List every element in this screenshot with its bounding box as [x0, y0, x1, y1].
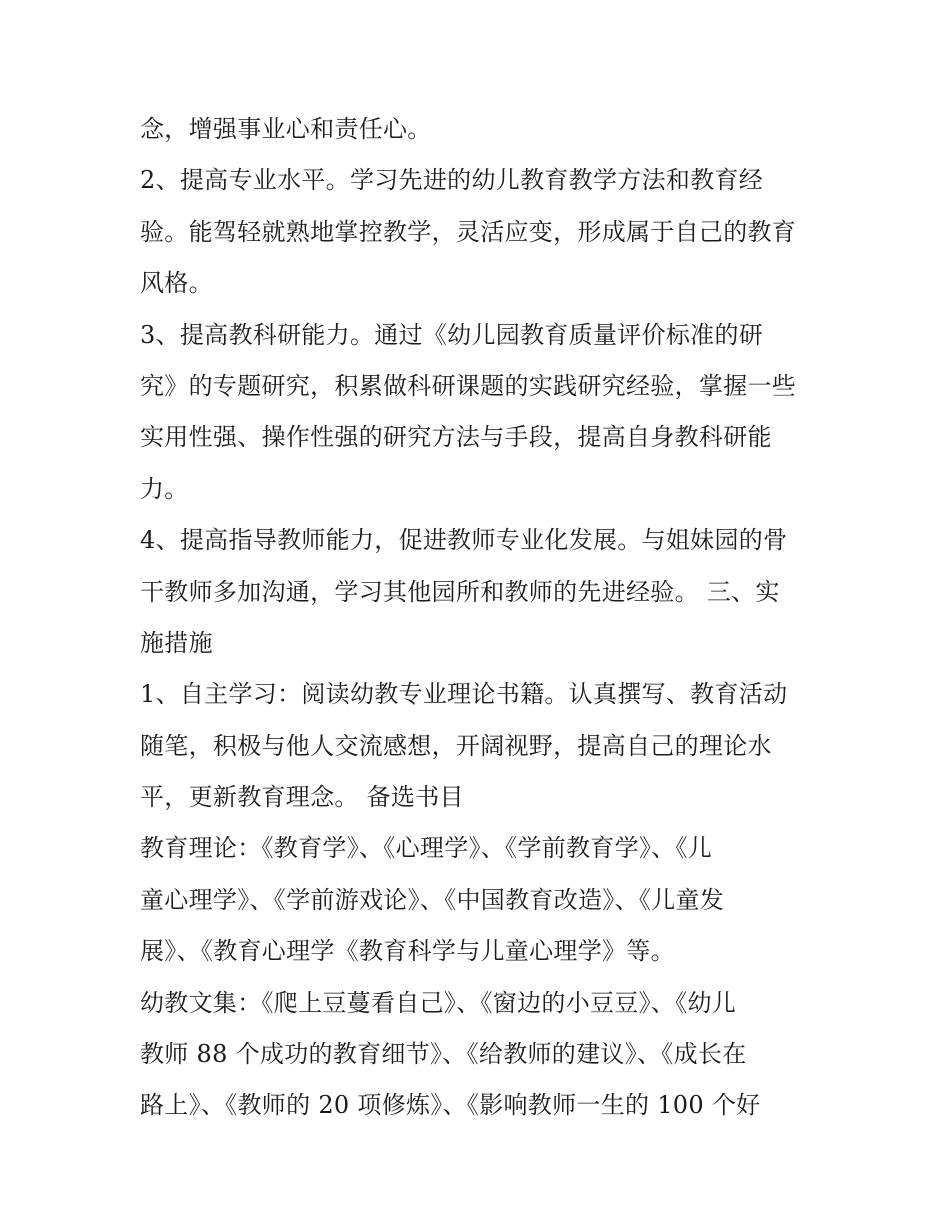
- text-line: 1、自主学习：阅读幼教专业理论书籍。认真撰写、教育活动: [140, 680, 788, 709]
- text-line: 教师 88 个成功的教育细节》、《给教师的建议》、《成长在: [140, 1040, 747, 1069]
- text-line: 2、提高专业水平。学习先进的幼儿教育教学方法和教育经: [140, 166, 764, 195]
- text-line: 实用性强、操作性强的研究方法与手段，提高自身教科研能: [140, 423, 772, 452]
- text-line: 风格。: [140, 269, 213, 298]
- text-line: 4、提高指导教师能力，促进教师专业化发展。与姐妹园的骨: [140, 526, 788, 555]
- text-line: 验。能驾轻就熟地掌控教学，灵活应变，形成属于自己的教育: [140, 217, 797, 246]
- body-text: [140, 104, 830, 1132]
- text-line: 路上》、《教师的 20 项修炼》、《影响教师一生的 100 个好: [140, 1091, 761, 1120]
- text-line: 幼教文集：《爬上豆蔓看自己》、《窗边的小豆豆》、《幼儿: [140, 988, 737, 1017]
- text-line: 童心理学》、《学前游戏论》、《中国教育改造》、《儿童发: [140, 885, 725, 914]
- text-line: 念，增强事业心和责任心。: [140, 115, 432, 143]
- text-line: 教育理论：《教育学》、《心理学》、《学前教育学》、《儿: [140, 834, 713, 863]
- text-line: 干教师多加沟通，学习其他园所和教师的先进经验。 三、实: [140, 577, 780, 606]
- text-line: 随笔，积极与他人交流感想，开阔视野，提高自己的理论水: [140, 731, 772, 760]
- text-line: 平，更新教育理念。 备选书目: [140, 783, 464, 812]
- text-line: 3、提高教科研能力。通过《幼儿园教育质量评价标准的研: [140, 320, 764, 349]
- text-line: 力。: [140, 474, 189, 503]
- text-line: 施措施: [140, 628, 213, 657]
- text-line: 究》的专题研究，积累做科研课题的实践研究经验，掌握一些: [140, 371, 797, 400]
- text-line: 展》、《教育心理学《教育科学与儿童心理学》等。: [140, 937, 675, 966]
